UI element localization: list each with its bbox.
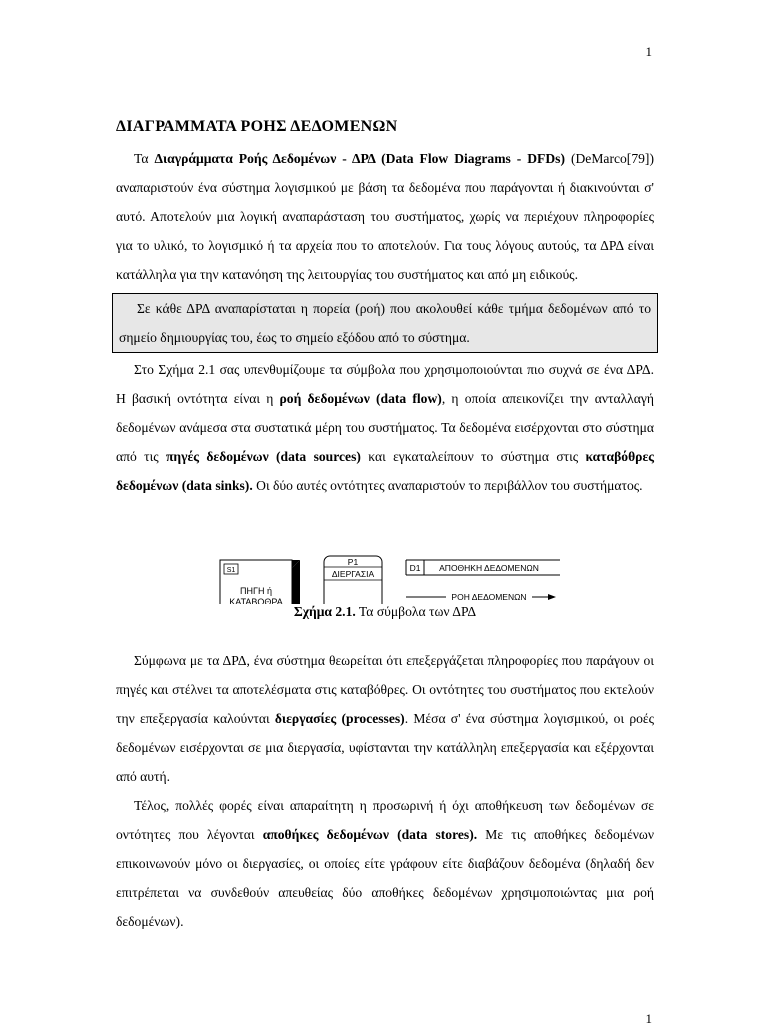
source-id: S1 [226,567,236,574]
caption-text: Τα σύμβολα των ΔΡΔ [355,604,477,619]
page-number: 1 [645,44,652,59]
section-heading: ΔΙΑΓΡΑΜΜΑΤΑ ΡΟΗΣ ΔΕΔΟΜΕΝΩΝ [116,118,398,135]
flow-label: ΡΟΗ ΔΕΔΟΜΕΝΩΝ [451,592,527,602]
source-label-line1: ΠΗΓΗ ή [240,586,272,596]
paragraph-data-stores [116,791,654,936]
store-label: ΑΠΟΘΗΚΗ ΔΕΔΟΜΕΝΩΝ [439,563,539,573]
source-sink-symbol [220,560,300,604]
text: Τα [134,151,155,166]
caption-label: Σχήμα 2.1. [293,604,356,619]
text: Σύμφωνα με τα ΔΡΔ, ένα σύστημα θεωρείται ότι επεξεργάζεται πληροφορίες που παράγουν οι πηγές και στέλνει τα αποτελέσματα στις καταβόθρες. Οι οντότητες του συστήματος που εκτελούν την επεξεργασία καλούνται [116,653,654,726]
bold-term: καταβόθρες δεδομένων (data sinks). [116,449,654,493]
figure-caption [116,604,654,620]
paragraph-symbols [116,355,654,500]
paragraph-intro [116,144,654,289]
text: , η οποία απεικονίζει την ανταλλαγή δεδομένων ανάμεσα στα συστατικά μέρη του συστήματος. Τα δεδομένα εισέρχονται στο σύστημα από τις [116,391,654,464]
process-id: P1 [347,557,359,567]
source-label-line2: ΚΑΤΑΒΟΘΡΑ [229,597,283,604]
figure-dfd-symbols [116,508,654,604]
data-flow-symbol [406,592,556,602]
bold-term: ροή δεδομένων (data flow) [279,391,442,406]
store-id: D1 [409,563,421,573]
text: Στο Σχήμα 2.1 σας υπενθυμίζουμε τα σύμβολα που χρησιμοποιούνται πιο συχνά σε ένα ΔΡΔ. Η βασική οντότητα είναι η [116,362,654,406]
highlight-text: Σε κάθε ΔΡΔ αναπαρίσταται η πορεία (ροή) που ακολουθεί κάθε τμήμα δεδομένων από το σημείο δημιουργίας του, έως το σημείο εξόδου από το σύστημα. [119,301,651,345]
next-page-number: 1 [645,1011,652,1026]
process-label: ΔΙΕΡΓΑΣΙΑ [331,569,375,579]
document-body [116,118,654,936]
highlight-box [112,293,658,353]
text: (DeMarco[79]) αναπαριστούν ένα σύστημα λογισμικού με βάση τα δεδομένα που παράγονται ή διακινούνται σ' αυτό. Αποτελούν μια λογική αναπαράσταση του συστήματος, χωρίς να περιέχουν πληροφορίες για το υλικό, το λογισμικό ή τα αρχεία που το αποτελούν. Για τους λόγους αυτούς, τα ΔΡΔ είναι κατάλληλα για την κατανόηση της λειτουργίας του συστήματος και από μη ειδικούς. [116,151,654,282]
bold-term: Διαγράμματα Ροής Δεδομένων - ΔΡΔ (Data Flow Diagrams - DFDs) [154,151,565,166]
text: και εγκαταλείπουν το σύστημα στις [360,449,586,464]
data-store-symbol [406,560,560,575]
process-symbol [324,556,382,604]
bold-term: αποθήκες δεδομένων (data stores). [262,827,478,842]
paragraph-processes [116,646,654,791]
spacer [116,620,654,646]
text: Τέλος, πολλές φορές είναι απαραίτητη η προσωρινή ή όχι αποθήκευση των δεδομένων σε οντότητες που λέγονται [116,798,654,842]
bold-term: πηγές δεδομένων (data sources) [165,449,361,464]
text: Οι δύο αυτές οντότητες αναπαριστούν το περιβάλλον του συστήματος. [252,478,643,493]
dfd-symbols-diagram [116,508,654,604]
text: . Μέσα σ' ένα σύστημα λογισμικού, οι ροές δεδομένων εισέρχονται σε μια διεργασία, υφίστανται την κατάλληλη επεξεργασία και εξέρχονται από αυτή. [116,711,655,784]
bold-term: διεργασίες (processes) [274,711,405,726]
text: Με τις αποθήκες δεδομένων επικοινωνούν μόνο οι διεργασίες, οι οποίες είτε γράφουν είτε διαβάζουν δεδομένα (δηλαδή δεν επιτρέπεται να συνδεθούν απευθείας δύο αποθήκες δεδομένων χρησιμοποιώντας μια ροή δεδομένων). [116,827,654,929]
